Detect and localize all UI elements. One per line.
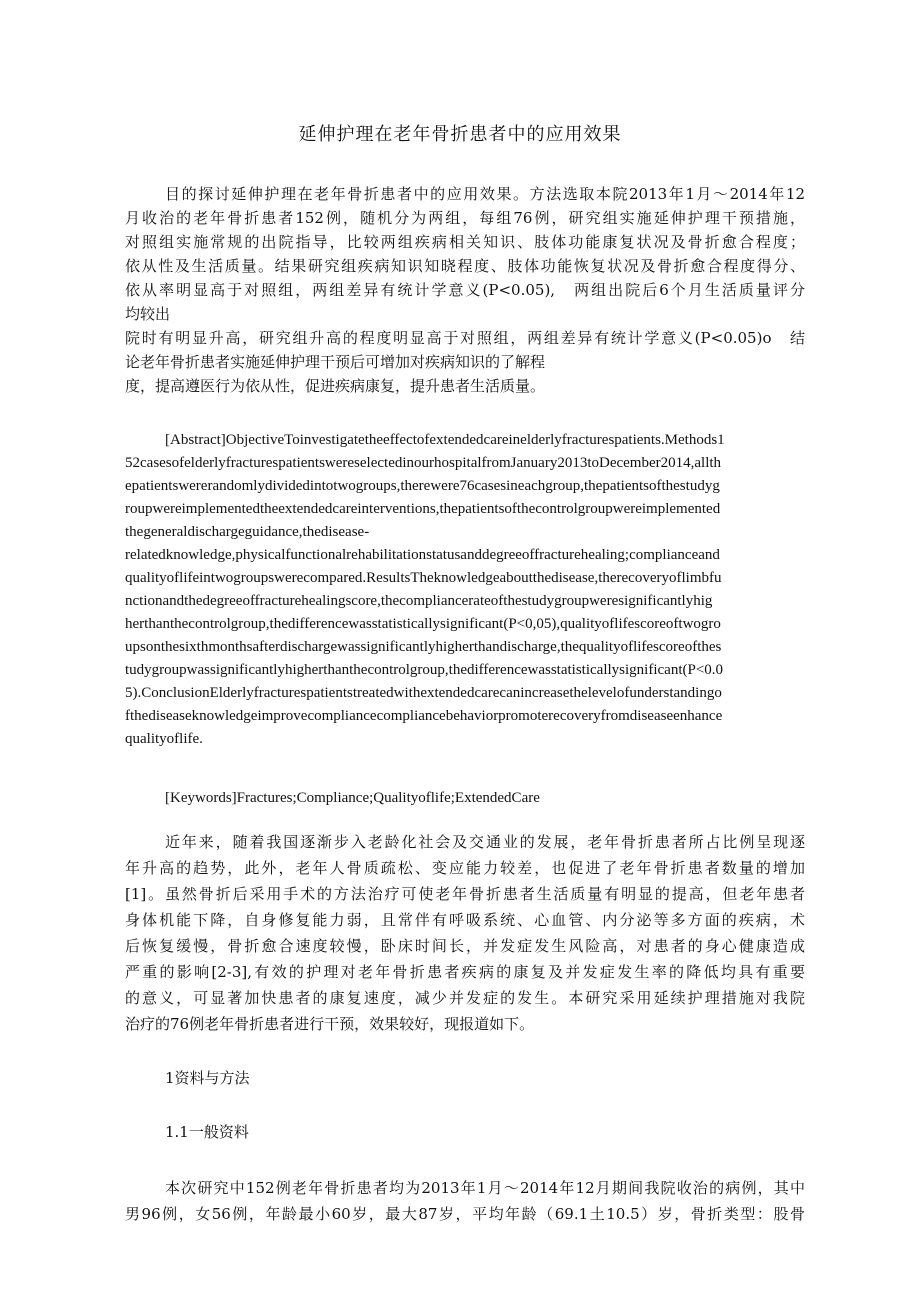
paper-title: 延伸护理在老年骨折患者中的应用效果: [298, 124, 622, 145]
section-heading: 1资料与方法: [165, 1069, 250, 1087]
abstract-en-line: 5).ConclusionElderlyfracturespatientstreatedwithextendedcarecanincreasethelevelofunderstandingo: [125, 685, 722, 701]
intro-line: 严重的影响[2-3],有效的护理对老年骨折患者疾病的康复及并发症发生率的降低均具有重要: [125, 963, 805, 981]
abstract-en-line: epatientswererandomlydividedintotwogroups,therewere76casesineachgroup,thepatientsofthestudyg: [125, 478, 720, 494]
abstract-en-line: qualityoflife.: [125, 731, 203, 747]
abstract-en-line: qualityoflifeintwogroupswerecompared.ResultsTheknowledgeaboutthedisease,therecoveryoflimbfu: [125, 570, 722, 586]
abstract-cn-line: 对照组实施常规的出院指导，比较两组疾病相关知识、肢体功能康复状况及骨折愈合程度；: [125, 233, 805, 251]
abstract-en-line: tudygroupwassignificantlyhigherthanthecontrolgroup,thedifferencewasstatisticallysignificant(P<0.0: [125, 662, 724, 678]
abstract-cn-line: 月收治的老年骨折患者152例，随机分为两组，每组76例，研究组实施延伸护理干预措施，: [125, 209, 805, 227]
abstract-en-line: fthediseaseknowledgeimprovecompliancecompliancebehaviorpromoterecoveryfromdiseaseenhance: [125, 708, 723, 724]
abstract-en-line: relatedknowledge,physicalfunctionalrehabilitationstatusanddegreeoffracturehealing;complianceand: [125, 547, 720, 563]
intro-line: 身体机能下降，自身修复能力弱，且常伴有呼吸系统、心血管、内分泌等多方面的疾病，术: [125, 911, 805, 929]
intro-line: 的意义，可显著加快患者的康复速度，减少并发症的发生。本研究采用延续护理措施对我院: [125, 989, 805, 1007]
abstract-en-line: [Abstract]ObjectiveToinvestigatetheeffectofextendedcareinelderlyfracturespatients.Methods1: [165, 432, 725, 448]
keywords: [Keywords]Fractures;Compliance;Qualityoflife;ExtendedCare: [165, 790, 540, 806]
abstract-en-line: upsonthesixthmonthsafterdischargewassignificantlyhigherthandischarge,thequalityoflifescoreofthes: [125, 639, 722, 655]
intro-line: 后恢复缓慢，骨折愈合速度较慢，卧床时间长，并发症发生风险高，对患者的身心健康造成: [125, 937, 805, 955]
abstract-cn-line: 院时有明显升高，研究组升高的程度明显高于对照组，两组差异有统计学意义(P<0.05)o 结: [125, 329, 805, 347]
abstract-en-line: nctionandthedegreeoffracturehealingscore,thecompliancerateofthestudygroupweresignificantlyhig: [125, 593, 713, 609]
intro-line: [1]。虽然骨折后采用手术的方法治疗可使老年骨折患者生活质量有明显的提高，但老年患者: [125, 885, 805, 903]
abstract-cn-line: 论老年骨折患者实施延伸护理干预后可增加对疾病知识的了解程: [125, 353, 546, 371]
abstract-en-line: 52casesofelderlyfracturespatientswereselectedinourhospitalfromJanuary2013toDecember2014,allth: [125, 455, 722, 471]
abstract-cn-line: 度，提高遵医行为依从性，促进疾病康复，提升患者生活质量。: [125, 377, 546, 395]
body-line: 本次研究中152例老年骨折患者均为2013年1月～2014年12月期间我院收治的病例，其中: [165, 1179, 805, 1197]
body-line: 男96例，女56例，年龄最小60岁，最大87岁，平均年龄（69.1土10.5）岁，骨折类型：股骨: [125, 1205, 805, 1223]
abstract-en-line: thegeneraldischargeguidance,thedisease-: [125, 524, 370, 540]
abstract-cn-line: 目的探讨延伸护理在老年骨折患者中的应用效果。方法选取本院2013年1月～2014年12: [165, 185, 805, 203]
abstract-cn-line: 依从率明显高于对照组，两组差异有统计学意义(P<0.05), 两组出院后6个月生活质量评分: [125, 281, 805, 299]
abstract-cn-line: 依从性及生活质量。结果研究组疾病知识知晓程度、肢体功能恢复状况及骨折愈合程度得分、: [125, 257, 805, 275]
intro-line: 治疗的76例老年骨折患者进行干预，效果较好，现报道如下。: [125, 1015, 535, 1033]
intro-line: 年升高的趋势，此外，老年人骨质疏松、变应能力较差，也促进了老年骨折患者数量的增加: [125, 859, 805, 877]
abstract-en-line: herthanthecontrolgroup,thedifferencewasstatisticallysignificant(P<0,05),qualityoflifescoreoftwogro: [125, 616, 721, 632]
subsection-heading: 1.1一般资料: [165, 1123, 249, 1141]
abstract-cn-line: 均较出: [125, 305, 171, 323]
abstract-en-line: roupwereimplementedtheextendedcareinterventions,thepatientsofthecontrolgroupwereimplemented: [125, 501, 721, 517]
intro-line: 近年来，随着我国逐渐步入老龄化社会及交通业的发展，老年骨折患者所占比例呈现逐: [165, 833, 805, 851]
